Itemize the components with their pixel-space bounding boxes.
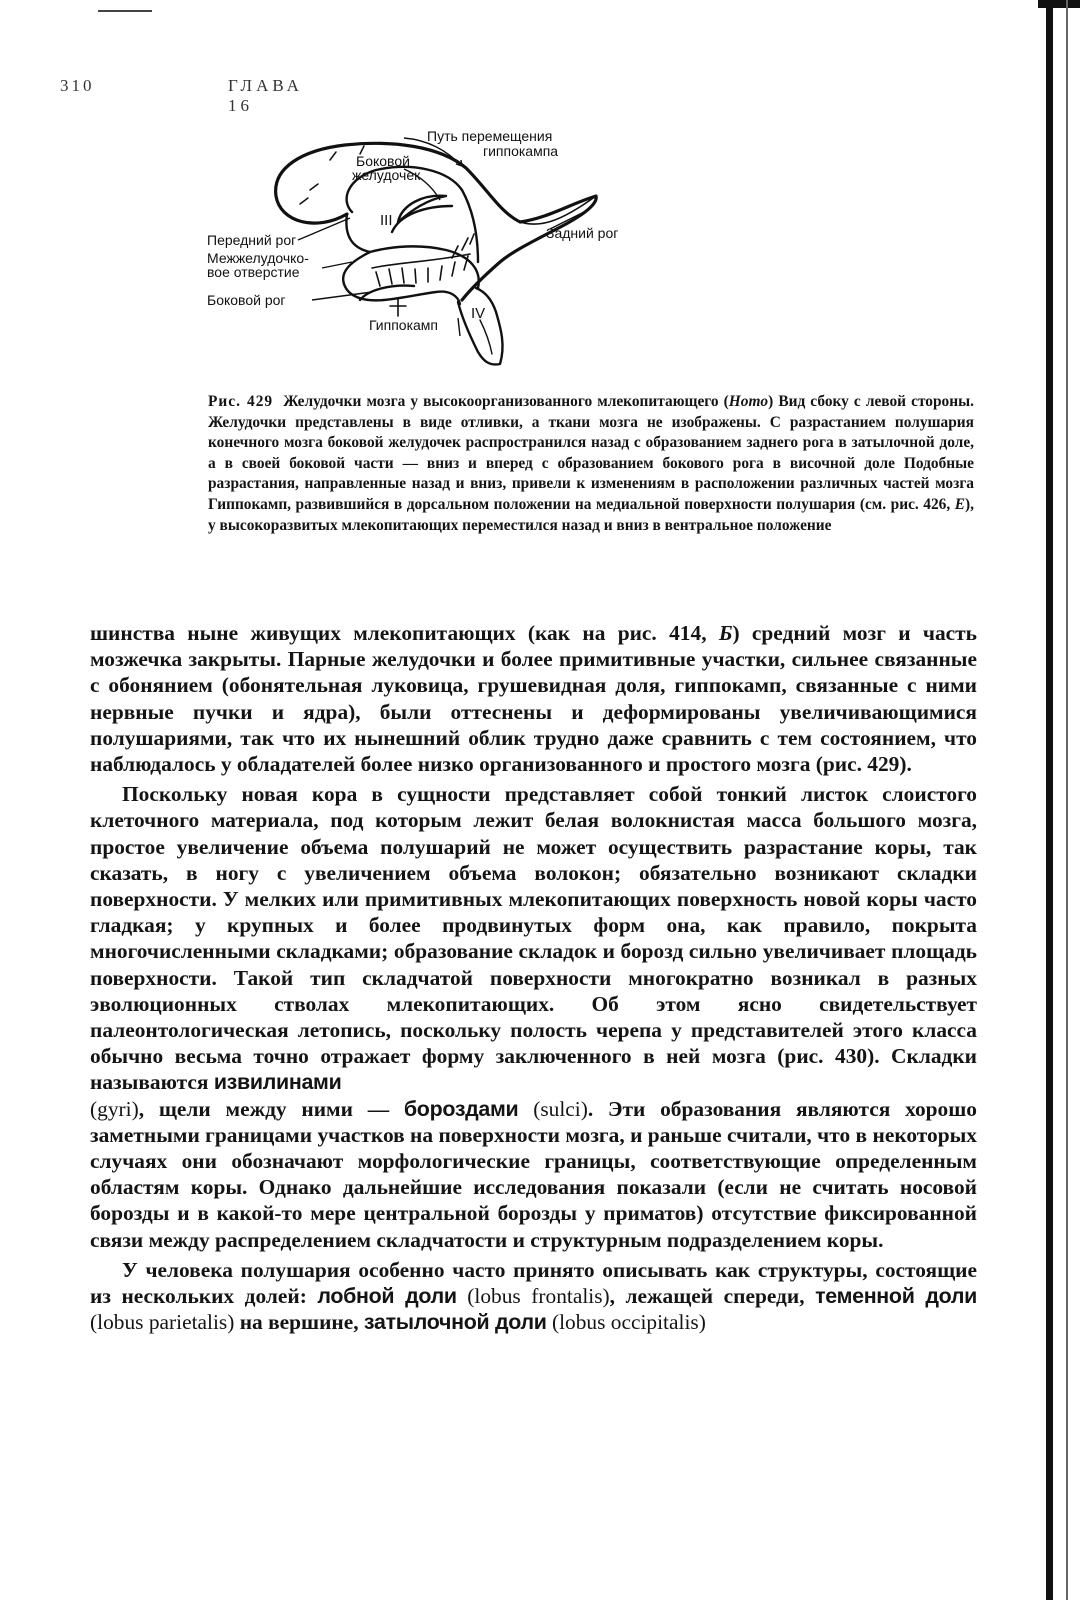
latin-frontal-lobe: (lobus frontalis) bbox=[467, 1284, 610, 1309]
label-posterior-horn: Задний рог bbox=[546, 225, 619, 241]
p2-text-c: . Эти образования являются хорошо заметными границами участков на поверхности мозга, и раньше считали, что в некоторых случаях они обозначают морфологические границы, соответствующие определенным областям коры. Однако дальнейшие исследования показали (если не считать носовой борозды и в какой-то мере центральной борозды у приматов) отсутствие фиксированной связи между распределением складчатости и структурным подразделением коры. bbox=[90, 1096, 977, 1252]
body-text bbox=[90, 620, 977, 1335]
paragraph-3 bbox=[90, 1257, 977, 1336]
term-occipital-lobe: затылочной доли bbox=[363, 1310, 547, 1335]
paragraph-1 bbox=[90, 620, 977, 777]
p2-text-a: Поскольку новая кора в сущности представляет собой тонкий листок слоистого клеточного материала, под которым лежит белая волокнистая масса большого мозга, простое увеличение объема полушарий не может осуществить разрастание коры, так сказать, в ногу с увеличением объема волокон; обязательно возникают складки поверхности. У мелких или примитивных млекопитающих поверхность новой коры часто гладкая; у крупных и более продвинутых форм она, как правило, покрыта многочисленными складками; образование складок и борозд сильно увеличивает площадь поверхности. Такой тип складчатой поверхности многократно возникал в разных эволюционных стволах млекопитающих. Об этом ясно свидетельствует палеонтологическая летопись, поскольку полость черепа у представителей этого класса обычно весьма точно отражает форму заключенного в ней мозга (рис. 430). Складки называются bbox=[90, 782, 977, 1095]
term-gyri: извилинами bbox=[213, 1070, 342, 1095]
label-lateral-horn: Боковой рог bbox=[207, 292, 286, 308]
label-foramen-2: вое отверстие bbox=[207, 264, 300, 280]
label-path-2: гиппокампа bbox=[483, 143, 559, 159]
latin-gyri: (gyri) bbox=[90, 1096, 139, 1121]
p3-text-b: , лежащей спереди, bbox=[609, 1284, 816, 1309]
label-lateral-ventricle-2: желудочек bbox=[352, 167, 421, 183]
label-ventricle-iii: III bbox=[380, 212, 393, 229]
caption-genus: Homo bbox=[728, 393, 769, 410]
chapter-title: ГЛАВА 16 bbox=[228, 76, 303, 115]
brain-ventricles-figure bbox=[0, 0, 1081, 400]
p3-text-a: У человека полушария особенно часто принято описывать как структуры, состоящие из нескольких долей: bbox=[90, 1257, 977, 1309]
term-sulci: бороздами bbox=[403, 1096, 519, 1121]
p2-text-b: , щели между ними — bbox=[138, 1096, 404, 1121]
p1-figure-ref: Б bbox=[718, 621, 733, 645]
latin-parietal-lobe: (lobus parietalis) bbox=[90, 1310, 235, 1335]
label-foramen-1: Межжелудочко- bbox=[207, 250, 309, 266]
caption-text-3: ), у высокоразвитых млекопитающих переместился назад и вниз в вентральное положение bbox=[208, 495, 974, 534]
page-number: 310 bbox=[60, 76, 95, 95]
label-anterior-horn: Передний рог bbox=[207, 232, 297, 248]
term-frontal-lobe: лобной доли bbox=[317, 1284, 457, 1309]
caption-figure-ref: Е bbox=[954, 495, 966, 513]
figure-caption bbox=[208, 392, 974, 536]
paragraph-2 bbox=[90, 781, 977, 1253]
p1-text-a: шинства ныне живущих млекопитающих (как на рис. 414, bbox=[90, 621, 719, 645]
label-hippocampus: Гиппокамп bbox=[369, 317, 438, 333]
label-path: Путь перемещения bbox=[427, 128, 553, 144]
p3-text-c: на вершине, bbox=[234, 1310, 364, 1335]
label-ventricle-iv: IV bbox=[471, 305, 486, 322]
figure-number: Рис. 429 bbox=[208, 393, 274, 410]
latin-occipital-lobe: (lobus occipitalis) bbox=[551, 1310, 706, 1335]
p1-text-b: ) средний мозг и часть мозжечка закрыты. Парные желудочки и более примитивные участки, сильнее связанные с обонянием (обонятельная луковица, грушевидная доля, гиппокамп, связанные с ними нервные пучки и ядра), были оттеснены и деформированы увеличивающимися полушариями, так что их нынешний облик трудно даже сравнить с тем состоянием, что наблюдалось у обладателей более низко организованного и простого мозга (рис. 429). bbox=[90, 621, 977, 777]
term-parietal-lobe: теменной доли bbox=[815, 1284, 978, 1309]
label-lateral-ventricle-1: Боковой bbox=[356, 153, 410, 169]
figure-labels bbox=[207, 128, 618, 333]
latin-sulci: (sulci) bbox=[533, 1096, 588, 1121]
caption-text-1: Желудочки мозга у высокоорганизованного млекопитающего ( bbox=[283, 393, 729, 410]
caption-text-2: ) Вид сбоку с левой стороны. Желудочки представлены в виде отливки, а ткани мозга не изображены. С разрастанием полушария конечного мозга боковой желудочек распространился назад с образованием заднего рога в затылочной доле, а в своей боковой части — вниз и вперед с образованием бокового рога в височной доле Подобные разрастания, направленные назад и вниз, привели к изменениям в расположении различных частей мозга Гиппокамп, развившийся в дорсальном положении на медиальной поверхности полушария (см. рис. 426, bbox=[208, 393, 974, 513]
